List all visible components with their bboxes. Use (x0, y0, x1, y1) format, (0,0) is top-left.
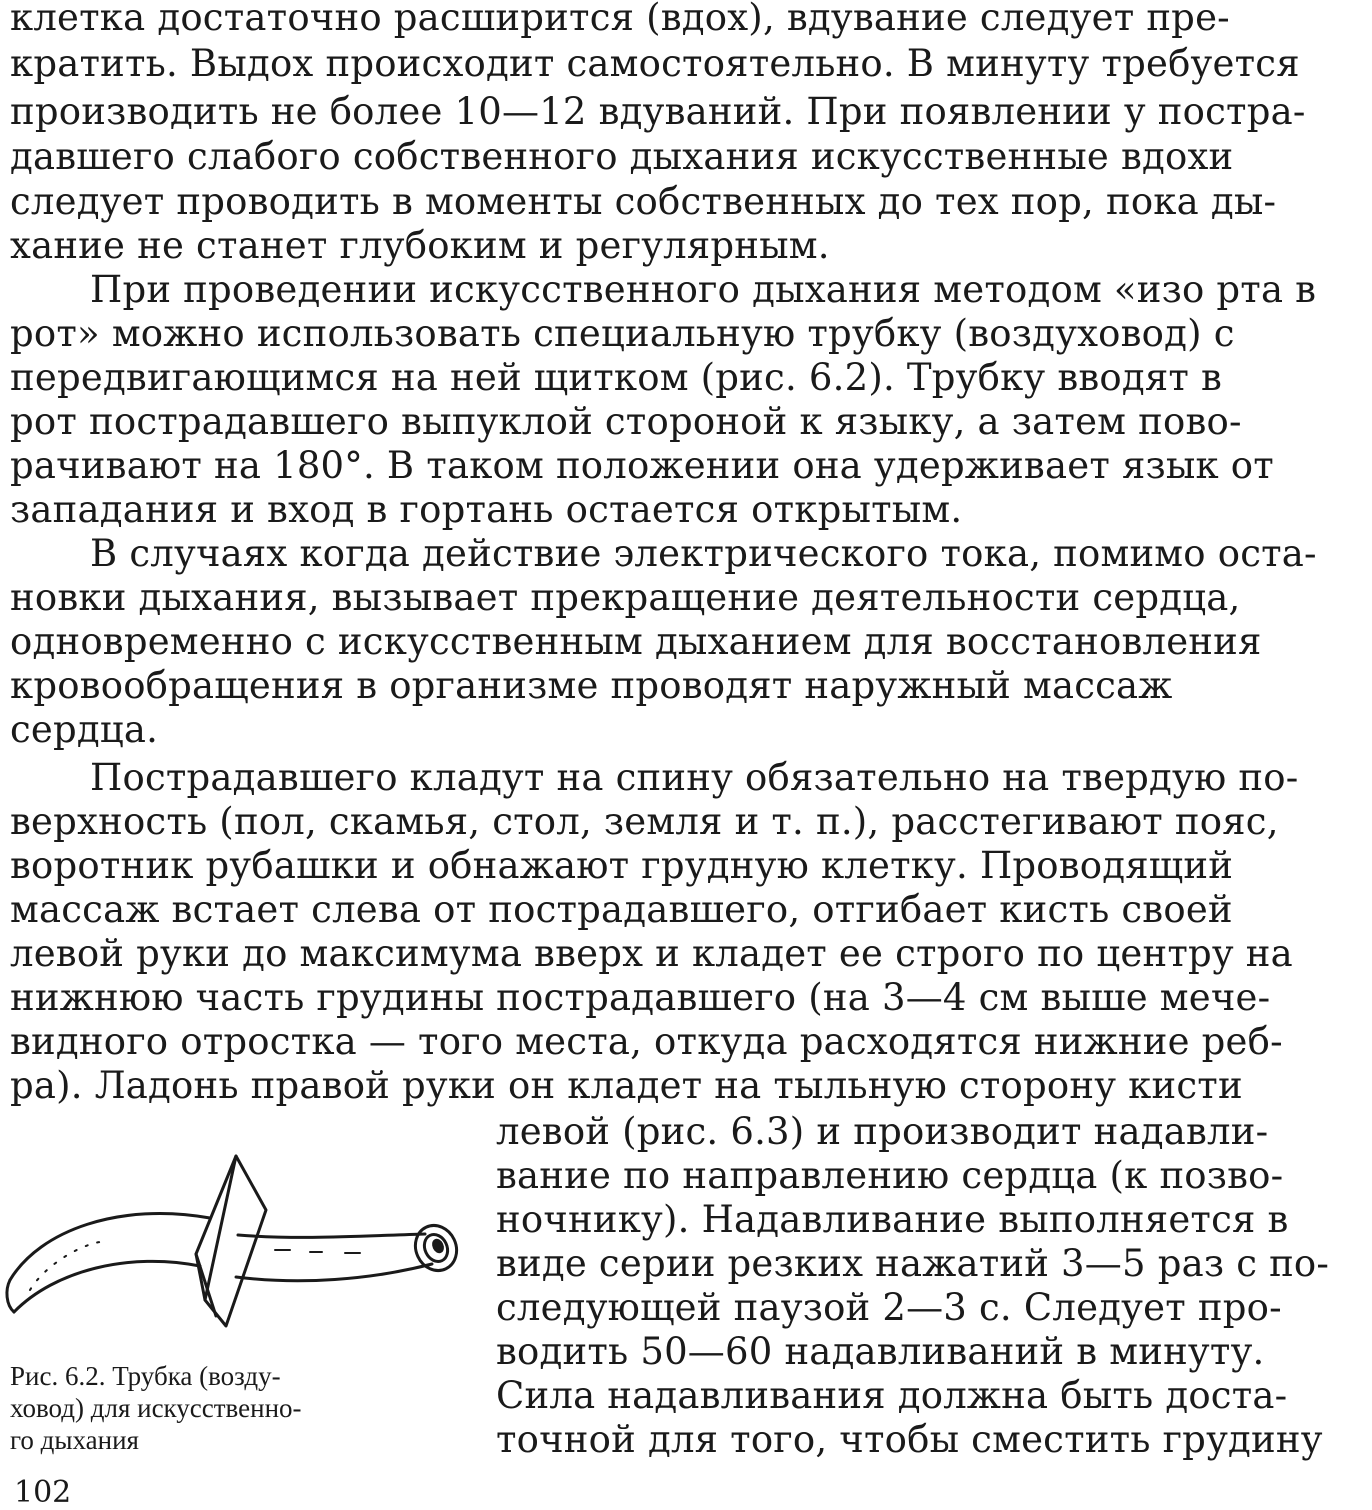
text-line: ночнику). Надавливание выполняется в (496, 1198, 1289, 1241)
text-line: рот пострадавшего выпуклой стороной к языку, а затем пово- (10, 400, 1242, 443)
figure-caption-line: Рис. 6.2. Трубка (возду- (10, 1361, 281, 1391)
text-line: передвигающимся на ней щитком (рис. 6.2). Трубку вводят в (10, 356, 1223, 399)
text-line: Сила надавливания должна быть доста- (496, 1374, 1288, 1417)
tube-flange (205, 1156, 266, 1326)
tube-straight-part (238, 1234, 425, 1237)
text-line: давшего слабого собственного дыхания искусственные вдохи (10, 135, 1234, 178)
text-line: одновременно с искусственным дыханием для восстановления (10, 620, 1262, 663)
text-line: сердца. (10, 708, 159, 751)
text-line: точной для того, чтобы сместить грудину (496, 1418, 1323, 1461)
text-line: рачивают на 180°. В таком положении она удерживает язык от (10, 444, 1274, 487)
text-line: следующей паузой 2—3 с. Следует про- (496, 1286, 1282, 1329)
text-line: В случаях когда действие электрического тока, помимо оста- (90, 532, 1317, 575)
text-line: левой (рис. 6.3) и производит надавли- (496, 1110, 1269, 1153)
text-line: видного отростка — того места, откуда расходятся нижние реб- (10, 1020, 1283, 1063)
text-line: новки дыхания, вызывает прекращение деятельности сердца, (10, 576, 1241, 619)
text-line: нижнюю часть грудины пострадавшего (на 3—4 см выше мече- (10, 976, 1271, 1019)
text-line: западания и вход в гортань остается открытым. (10, 488, 963, 531)
text-line: кратить. Выдох происходит самостоятельно. В минуту требуется (10, 42, 1300, 85)
text-line: Пострадавшего кладут на спину обязательно на твердую по- (90, 756, 1299, 799)
text-line: вание по направлению сердца (к позво- (496, 1154, 1284, 1197)
text-line: рот» можно использовать специальную трубку (воздуховод) с (10, 312, 1235, 355)
text-line: виде серии резких нажатий 3—5 раз с по- (496, 1242, 1330, 1285)
text-line: верхность (пол, скамья, стол, земля и т. п.), расстегивают пояс, (10, 800, 1279, 843)
page-number: 102 (14, 1475, 72, 1510)
text-line: ра). Ладонь правой руки он кладет на тыльную сторону кисти (10, 1064, 1243, 1107)
text-line: хание не станет глубоким и регулярным. (10, 224, 830, 267)
tube-bent-part (10, 1213, 210, 1280)
text-line: кровообращения в организме проводят наружный массаж (10, 664, 1173, 707)
figure-caption-line: го дыхания (10, 1425, 139, 1455)
text-line: производить не более 10—12 вдуваний. При появлении у постра- (10, 90, 1306, 133)
text-line: следует проводить в моменты собственных до тех пор, пока ды- (10, 180, 1277, 223)
text-line: массаж встает слева от пострадавшего, отгибает кисть своей (10, 888, 1233, 931)
text-line: воротник рубашки и обнажают грудную клетку. Проводящий (10, 844, 1234, 887)
text-line: При проведении искусственного дыхания методом «изо рта в (90, 268, 1317, 311)
figure-caption-line: ховод) для искусственно- (10, 1393, 302, 1423)
text-line: клетка достаточно расширится (вдох), вдувание следует пре- (10, 0, 1230, 39)
text-line: водить 50—60 надавливаний в минуту. (496, 1330, 1265, 1373)
text-line: левой руки до максимума вверх и кладет ее строго по центру на (10, 932, 1293, 975)
airway-tube-figure (0, 1140, 470, 1365)
